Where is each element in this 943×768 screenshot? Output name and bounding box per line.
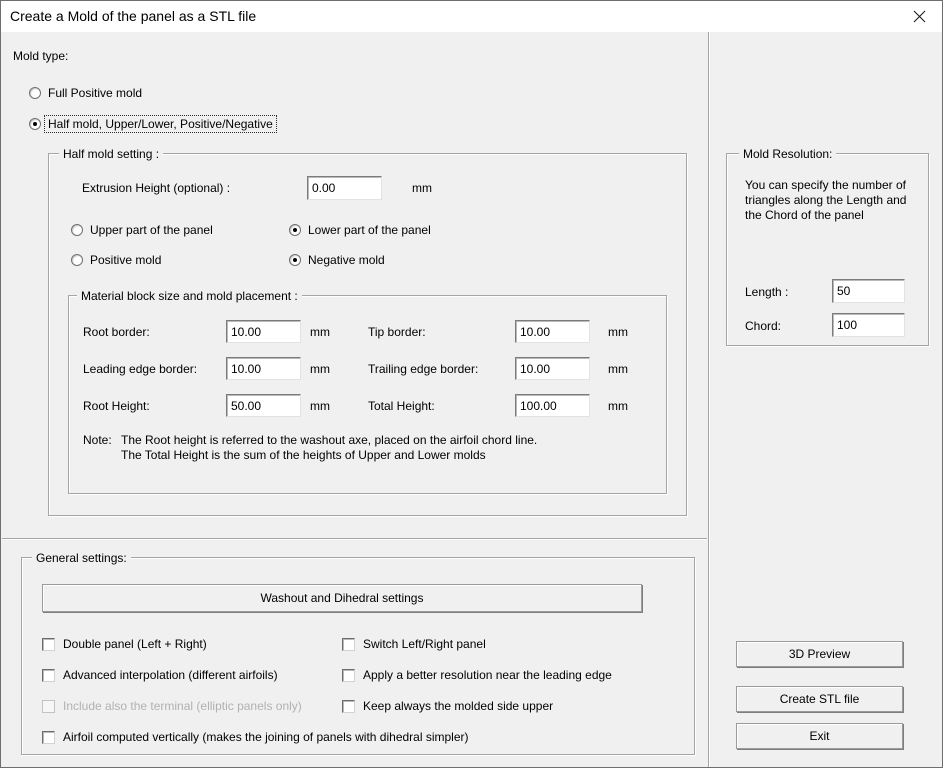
general-settings-legend: General settings: (32, 551, 131, 565)
unit-label: mm (310, 325, 330, 339)
checkbox-include-terminal (42, 699, 302, 713)
radio-icon (71, 224, 83, 236)
preview-3d-button[interactable] (736, 641, 903, 667)
extrusion-height-input[interactable] (307, 176, 382, 200)
exit-button-label: Exit (809, 729, 830, 743)
general-settings-group (21, 551, 695, 755)
checkbox-icon (42, 700, 55, 713)
chord-label: Chord: (745, 319, 782, 333)
trailing-edge-border-label: Trailing edge border: (368, 362, 479, 376)
checkbox-label: Airfoil computed vertically (makes the joining of panels with dihedral simpler) (63, 730, 469, 744)
unit-label: mm (608, 362, 628, 376)
radio-checked-icon (289, 254, 301, 266)
note-label: Note: (83, 433, 112, 447)
radio-label: Lower part of the panel (308, 223, 431, 237)
checkbox-label: Include also the terminal (elliptic panels only) (63, 699, 302, 713)
tip-border-input[interactable] (515, 320, 590, 343)
unit-label: mm (608, 325, 628, 339)
length-input[interactable] (832, 279, 905, 303)
create-stl-button[interactable] (736, 686, 903, 712)
chord-input[interactable] (832, 313, 905, 337)
root-border-label: Root border: (83, 325, 150, 339)
checkbox-label: Keep always the molded side upper (363, 699, 554, 713)
mold-resolution-legend: Mold Resolution: (739, 147, 836, 161)
half-mold-setting-group (48, 147, 687, 516)
extrusion-unit-label: mm (412, 181, 432, 195)
unit-label: mm (608, 399, 628, 413)
checkbox-icon (342, 669, 355, 682)
unit-label: mm (310, 362, 330, 376)
vertical-divider (708, 32, 710, 768)
checkbox-label: Double panel (Left + Right) (63, 637, 207, 651)
root-border-input[interactable] (226, 320, 301, 343)
radio-negative-mold[interactable] (289, 252, 385, 268)
washout-dihedral-button[interactable] (42, 584, 642, 612)
note-line1: The Root height is referred to the washout axe, placed on the airfoil chord line. (121, 433, 538, 447)
radio-icon (29, 87, 41, 99)
close-button[interactable] (896, 1, 942, 32)
checkbox-better-resolution[interactable] (342, 668, 612, 682)
preview-3d-button-label: 3D Preview (788, 647, 851, 661)
radio-lower-part[interactable] (289, 222, 431, 238)
checkbox-double-panel[interactable] (42, 637, 207, 651)
checkbox-icon (342, 638, 355, 651)
exit-button[interactable] (736, 723, 903, 749)
checkbox-icon (342, 700, 355, 713)
radio-upper-part[interactable] (71, 222, 213, 238)
radio-label: Negative mold (308, 253, 385, 267)
radio-label-focused: Half mold, Upper/Lower, Positive/Negative (44, 115, 277, 133)
horizontal-divider (2, 538, 707, 540)
radio-full-positive-mold[interactable] (29, 85, 142, 101)
mold-type-label: Mold type: (13, 49, 69, 63)
length-label: Length : (745, 285, 789, 299)
tip-border-label: Tip border: (368, 325, 426, 339)
note-line2: The Total Height is the sum of the heights of Upper and Lower molds (121, 448, 486, 462)
checkbox-switch-left-right[interactable] (342, 637, 486, 651)
checkbox-label: Apply a better resolution near the leading edge (363, 668, 612, 682)
checkbox-label: Switch Left/Right panel (363, 637, 486, 651)
radio-label: Upper part of the panel (90, 223, 213, 237)
checkbox-icon (42, 669, 55, 682)
create-stl-button-label: Create STL file (779, 692, 860, 706)
checkbox-icon (42, 638, 55, 651)
checkbox-advanced-interpolation[interactable] (42, 668, 278, 682)
trailing-edge-border-input[interactable] (515, 357, 590, 380)
root-height-input[interactable] (226, 394, 301, 417)
radio-label: Positive mold (90, 253, 162, 267)
checkbox-label: Advanced interpolation (different airfoils) (63, 668, 278, 682)
mold-resolution-group (726, 147, 929, 346)
dialog-title: Create a Mold of the panel as a STL file (10, 8, 257, 24)
leading-edge-border-input[interactable] (226, 357, 301, 380)
total-height-input[interactable] (515, 394, 590, 417)
radio-icon (71, 254, 83, 266)
checkbox-airfoil-vertical[interactable] (42, 730, 469, 744)
material-block-legend: Material block size and mold placement : (77, 289, 302, 303)
close-icon (913, 10, 926, 23)
half-mold-setting-legend: Half mold setting : (59, 147, 163, 161)
root-height-label: Root Height: (83, 399, 150, 413)
radio-label: Full Positive mold (48, 86, 143, 100)
titlebar (1, 1, 942, 32)
extrusion-height-label: Extrusion Height (optional) : (82, 181, 231, 195)
material-block-group (68, 289, 667, 494)
radio-checked-icon (289, 224, 301, 236)
checkbox-keep-molded-side-upper[interactable] (342, 699, 553, 713)
checkbox-icon (42, 731, 55, 744)
mold-resolution-description: You can specify the number of triangles along the Length and the Chord of the panel (745, 178, 907, 222)
washout-dihedral-button-label: Washout and Dihedral settings (260, 591, 424, 605)
unit-label: mm (310, 399, 330, 413)
radio-half-mold[interactable] (29, 116, 277, 132)
leading-edge-border-label: Leading edge border: (83, 362, 198, 376)
radio-checked-icon (29, 118, 41, 130)
total-height-label: Total Height: (368, 399, 435, 413)
radio-positive-mold[interactable] (71, 252, 161, 268)
